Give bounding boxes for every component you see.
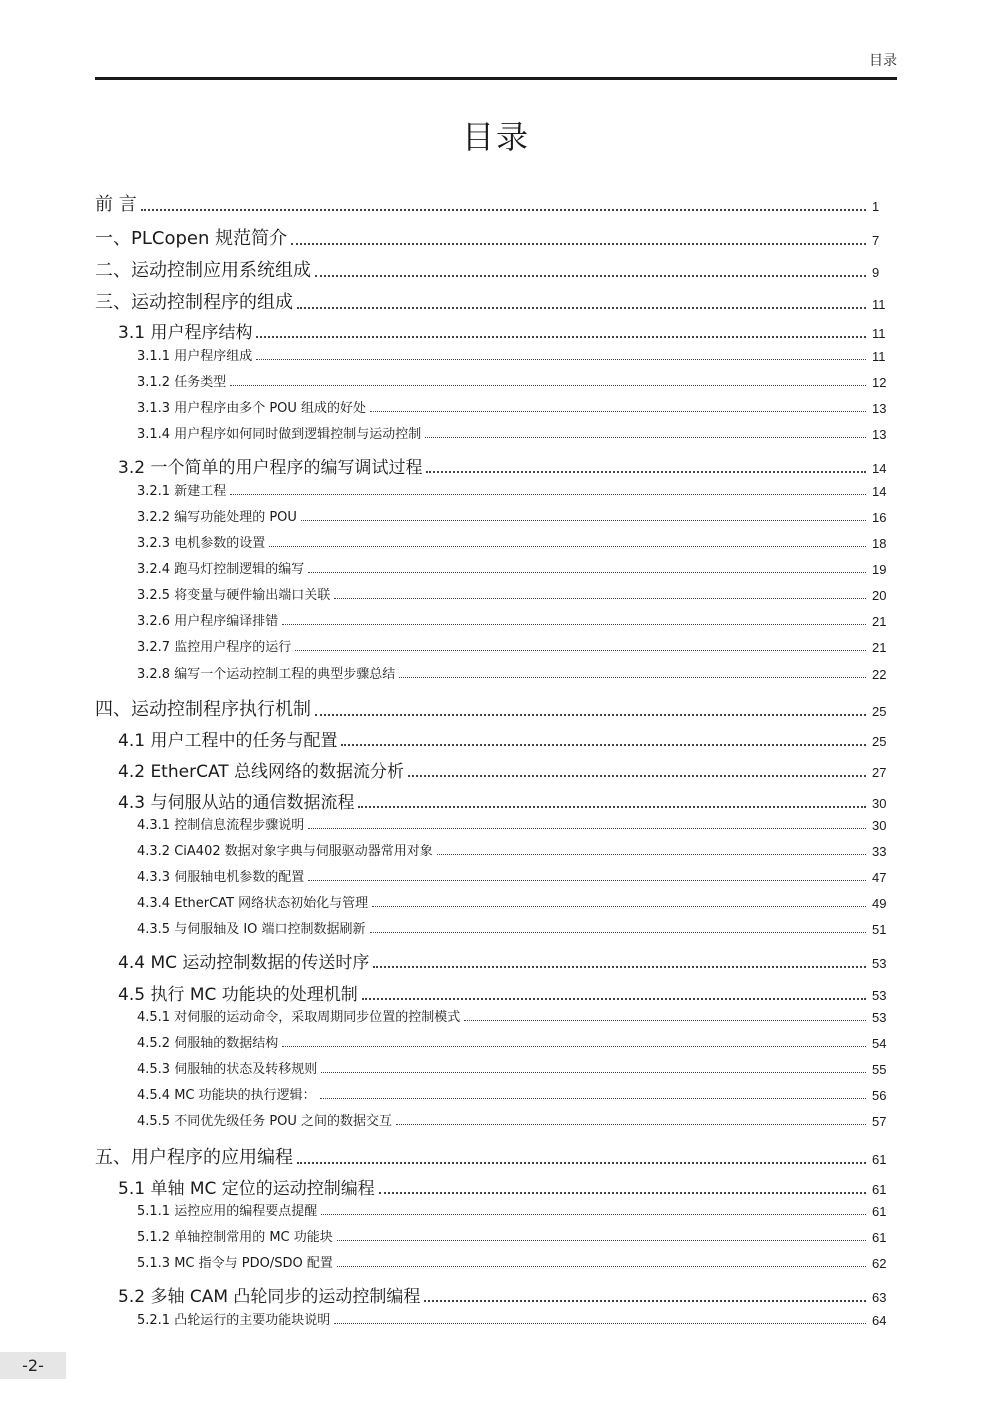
toc-leader xyxy=(334,1323,866,1324)
page-title: 目录 xyxy=(461,118,530,156)
toc-entry-label: 一、PLCopen 规范简介 xyxy=(95,228,288,249)
toc-entry-page: 16 xyxy=(872,510,887,525)
toc-leader xyxy=(337,1266,866,1267)
toc-leader xyxy=(379,1192,866,1194)
toc-entry[interactable] xyxy=(95,695,887,721)
toc-entry-page: 51 xyxy=(872,922,887,937)
toc-entry-label: 3.1.4 用户程序如何同时做到逻辑控制与运动控制 xyxy=(137,427,422,442)
toc-leader xyxy=(396,1124,866,1125)
toc-entry-page: 11 xyxy=(872,297,886,312)
toc-entry-page: 30 xyxy=(872,796,887,811)
toc-leader xyxy=(334,598,866,599)
toc-entry-page: 63 xyxy=(872,1290,887,1305)
toc-entry-label: 3.2.4 跑马灯控制逻辑的编写 xyxy=(137,562,305,577)
toc-leader xyxy=(341,744,866,746)
toc-entry[interactable] xyxy=(137,892,887,911)
toc-leader xyxy=(426,471,866,473)
toc-entry[interactable] xyxy=(137,610,887,629)
toc-entry[interactable] xyxy=(137,1084,887,1103)
toc-entry[interactable] xyxy=(137,532,887,551)
toc-entry-page: 25 xyxy=(872,704,887,719)
toc-entry[interactable] xyxy=(118,788,887,813)
toc-leader xyxy=(424,1300,866,1302)
toc-entry-label: 5.1.2 单轴控制常用的 MC 功能块 xyxy=(137,1230,333,1245)
toc-entry-label: 4.5.1 对伺服的运动命令，采取周期同步位置的控制模式 xyxy=(137,1010,461,1025)
toc-entry[interactable] xyxy=(118,726,887,751)
toc-leader xyxy=(291,243,866,245)
toc-entry-page: 61 xyxy=(872,1204,887,1219)
toc-entry[interactable] xyxy=(137,584,887,603)
toc-entry-page: 27 xyxy=(872,765,887,780)
toc-leader xyxy=(315,714,866,716)
toc-entry[interactable] xyxy=(137,1032,887,1051)
toc-entry-page: 11 xyxy=(872,349,886,364)
toc-entry-page: 19 xyxy=(872,562,887,577)
toc-entry[interactable] xyxy=(137,663,887,682)
toc-entry[interactable] xyxy=(137,866,887,885)
toc-entry-label: 4.5.2 伺服轴的数据结构 xyxy=(137,1036,279,1051)
toc-entry[interactable] xyxy=(118,948,887,973)
toc-entry[interactable] xyxy=(95,224,880,250)
toc-entry-label: 5.2 多轴 CAM 凸轮同步的运动控制编程 xyxy=(118,1287,421,1307)
toc-entry[interactable] xyxy=(137,1309,887,1328)
toc-entry[interactable] xyxy=(118,757,887,782)
toc-leader xyxy=(297,1162,866,1164)
toc-leader xyxy=(256,336,866,338)
toc-entry[interactable] xyxy=(95,256,880,282)
toc-entry[interactable] xyxy=(137,1058,887,1077)
toc-leader xyxy=(269,546,866,547)
toc-entry-page: 33 xyxy=(872,844,887,859)
toc-entry-label: 3.2.7 监控用户程序的运行 xyxy=(137,640,292,655)
toc-leader xyxy=(315,275,866,277)
toc-entry[interactable] xyxy=(137,506,887,525)
toc-entry-page: 14 xyxy=(872,461,887,476)
toc-entry-label: 3.1 用户程序结构 xyxy=(118,323,253,343)
toc-entry[interactable] xyxy=(95,1143,887,1169)
toc-entry-page: 56 xyxy=(872,1088,887,1103)
toc-entry-page: 53 xyxy=(872,956,887,971)
toc-entry-label: 二、运动控制应用系统组成 xyxy=(95,260,311,281)
toc-entry-page: 61 xyxy=(872,1230,887,1245)
toc-entry[interactable] xyxy=(137,1226,887,1245)
toc-entry-label: 4.3.4 EtherCAT 网络状态初始化与管理 xyxy=(137,896,369,911)
toc-leader xyxy=(358,806,866,808)
toc-entry-page: 47 xyxy=(872,870,887,885)
toc-entry[interactable] xyxy=(137,918,887,937)
toc-entry[interactable] xyxy=(137,371,887,390)
toc-leader xyxy=(320,1098,866,1099)
toc-entry-page: 13 xyxy=(872,401,887,416)
toc-entry-label: 4.3.3 伺服轴电机参数的配置 xyxy=(137,870,305,885)
toc-entry-page: 21 xyxy=(872,640,887,655)
toc-entry-page: 55 xyxy=(872,1062,887,1077)
toc-entry[interactable] xyxy=(137,814,887,833)
toc-leader xyxy=(337,1240,866,1241)
toc-entry[interactable] xyxy=(118,980,887,1005)
toc-leader xyxy=(230,494,866,495)
toc-entry-label: 5.2.1 凸轮运行的主要功能块说明 xyxy=(137,1313,331,1328)
toc-entry-page: 64 xyxy=(872,1313,887,1328)
toc-entry[interactable] xyxy=(137,558,887,577)
toc-leader xyxy=(321,1214,866,1215)
toc-leader xyxy=(295,650,866,651)
toc-entry-page: 14 xyxy=(872,484,887,499)
toc-leader xyxy=(230,385,866,386)
toc-entry-label: 3.1.1 用户程序组成 xyxy=(137,349,253,364)
toc-leader xyxy=(256,359,866,360)
toc-entry[interactable] xyxy=(95,288,886,314)
toc-entry-page: 61 xyxy=(872,1152,887,1167)
toc-entry-page: 57 xyxy=(872,1114,887,1129)
toc-entry-page: 7 xyxy=(872,233,880,248)
toc-leader xyxy=(297,307,866,309)
toc-entry[interactable] xyxy=(118,1282,887,1307)
toc-entry-page: 18 xyxy=(872,536,887,551)
toc-entry[interactable] xyxy=(137,1252,887,1271)
toc-entry-page: 11 xyxy=(872,326,886,341)
toc-entry-page: 54 xyxy=(872,1036,887,1051)
toc-entry[interactable] xyxy=(137,636,887,655)
toc-entry-page: 9 xyxy=(872,265,880,280)
toc-entry-label: 4.5.4 MC 功能块的执行逻辑： xyxy=(137,1088,316,1103)
toc-entry-label: 4.1 用户工程中的任务与配置 xyxy=(118,731,338,751)
toc-entry-page: 13 xyxy=(872,427,887,442)
toc-entry-label: 3.2.2 编写功能处理的 POU xyxy=(137,510,297,525)
toc-entry[interactable] xyxy=(137,1006,887,1025)
toc-entry-label: 5.1 单轴 MC 定位的运动控制编程 xyxy=(118,1179,375,1199)
toc-entry-page: 21 xyxy=(872,614,887,629)
toc-leader xyxy=(282,624,866,625)
toc-entry[interactable] xyxy=(95,190,880,216)
toc-entry-label: 3.2.5 将变量与硬件输出端口关联 xyxy=(137,588,331,603)
toc-entry-label: 四、运动控制程序执行机制 xyxy=(95,699,311,720)
toc-entry-page: 61 xyxy=(872,1182,887,1197)
toc-entry-page: 62 xyxy=(872,1256,887,1271)
page-number: -2- xyxy=(0,1352,66,1379)
toc-entry-label: 3.2 一个简单的用户程序的编写调试过程 xyxy=(118,458,423,478)
toc-entry[interactable] xyxy=(118,318,886,343)
toc-entry[interactable] xyxy=(137,397,887,416)
toc-entry-label: 3.1.3 用户程序由多个 POU 组成的好处 xyxy=(137,401,367,416)
toc-entry-label: 3.2.6 用户程序编译排错 xyxy=(137,614,279,629)
toc-entry-page: 25 xyxy=(872,734,887,749)
toc-entry-page: 1 xyxy=(872,199,880,214)
toc-entry[interactable] xyxy=(137,345,886,364)
running-header: 目录 xyxy=(869,53,897,69)
toc-leader xyxy=(408,775,866,777)
toc-leader xyxy=(399,677,866,678)
toc-entry-label: 4.3.1 控制信息流程步骤说明 xyxy=(137,818,305,833)
toc-leader xyxy=(301,520,866,521)
toc-entry[interactable] xyxy=(137,840,887,859)
toc-leader xyxy=(370,411,866,412)
toc-entry-label: 3.2.8 编写一个运动控制工程的典型步骤总结 xyxy=(137,667,396,682)
toc-entry-label: 4.3 与伺服从站的通信数据流程 xyxy=(118,793,355,813)
toc-leader xyxy=(464,1020,866,1021)
toc-entry-label: 三、运动控制程序的组成 xyxy=(95,292,293,313)
toc-entry-label: 4.5.3 伺服轴的状态及转移规则 xyxy=(137,1062,318,1077)
toc-entry-label: 5.1.3 MC 指令与 PDO/SDO 配置 xyxy=(137,1256,333,1271)
toc-leader xyxy=(321,1072,866,1073)
toc-leader xyxy=(373,966,866,968)
toc-leader xyxy=(308,880,866,881)
toc-entry-page: 22 xyxy=(872,667,887,682)
toc-entry-page: 20 xyxy=(872,588,887,603)
toc-leader xyxy=(372,906,866,907)
toc-entry-label: 4.2 EtherCAT 总线网络的数据流分析 xyxy=(118,762,405,782)
toc-entry-label: 前 言 xyxy=(95,194,137,215)
toc-leader xyxy=(141,209,866,211)
toc-leader xyxy=(308,572,866,573)
toc-leader xyxy=(308,828,866,829)
toc-entry-label: 5.1.1 运控应用的编程要点提醒 xyxy=(137,1204,318,1219)
toc-entry-label: 3.2.3 电机参数的设置 xyxy=(137,536,266,551)
toc-entry[interactable] xyxy=(137,480,887,499)
toc-entry[interactable] xyxy=(118,1174,887,1199)
toc-entry-label: 4.5 执行 MC 功能块的处理机制 xyxy=(118,985,358,1005)
toc-leader xyxy=(370,932,866,933)
toc-entry-page: 30 xyxy=(872,818,887,833)
toc-entry[interactable] xyxy=(137,1200,887,1219)
toc-entry-label: 4.3.5 与伺服轴及 IO 端口控制数据刷新 xyxy=(137,922,366,937)
toc-entry[interactable] xyxy=(118,453,887,478)
toc-entry-label: 五、用户程序的应用编程 xyxy=(95,1147,293,1168)
toc-leader xyxy=(425,437,866,438)
toc-entry-label: 4.5.5 不同优先级任务 POU 之间的数据交互 xyxy=(137,1114,393,1129)
toc-entry[interactable] xyxy=(137,1110,887,1129)
toc-entry-page: 12 xyxy=(872,375,887,390)
toc-entry-label: 4.4 MC 运动控制数据的传送时序 xyxy=(118,953,370,973)
toc-entry-label: 3.2.1 新建工程 xyxy=(137,484,227,499)
toc-leader xyxy=(282,1046,866,1047)
toc-entry-page: 53 xyxy=(872,1010,887,1025)
toc-entry-label: 4.3.2 CiA402 数据对象字典与伺服驱动器常用对象 xyxy=(137,844,433,859)
toc-entry-page: 49 xyxy=(872,896,887,911)
toc-leader xyxy=(437,854,866,855)
toc-entry[interactable] xyxy=(137,423,887,442)
toc-leader xyxy=(362,998,866,1000)
toc-entry-page: 53 xyxy=(872,988,887,1003)
toc-entry-label: 3.1.2 任务类型 xyxy=(137,375,227,390)
